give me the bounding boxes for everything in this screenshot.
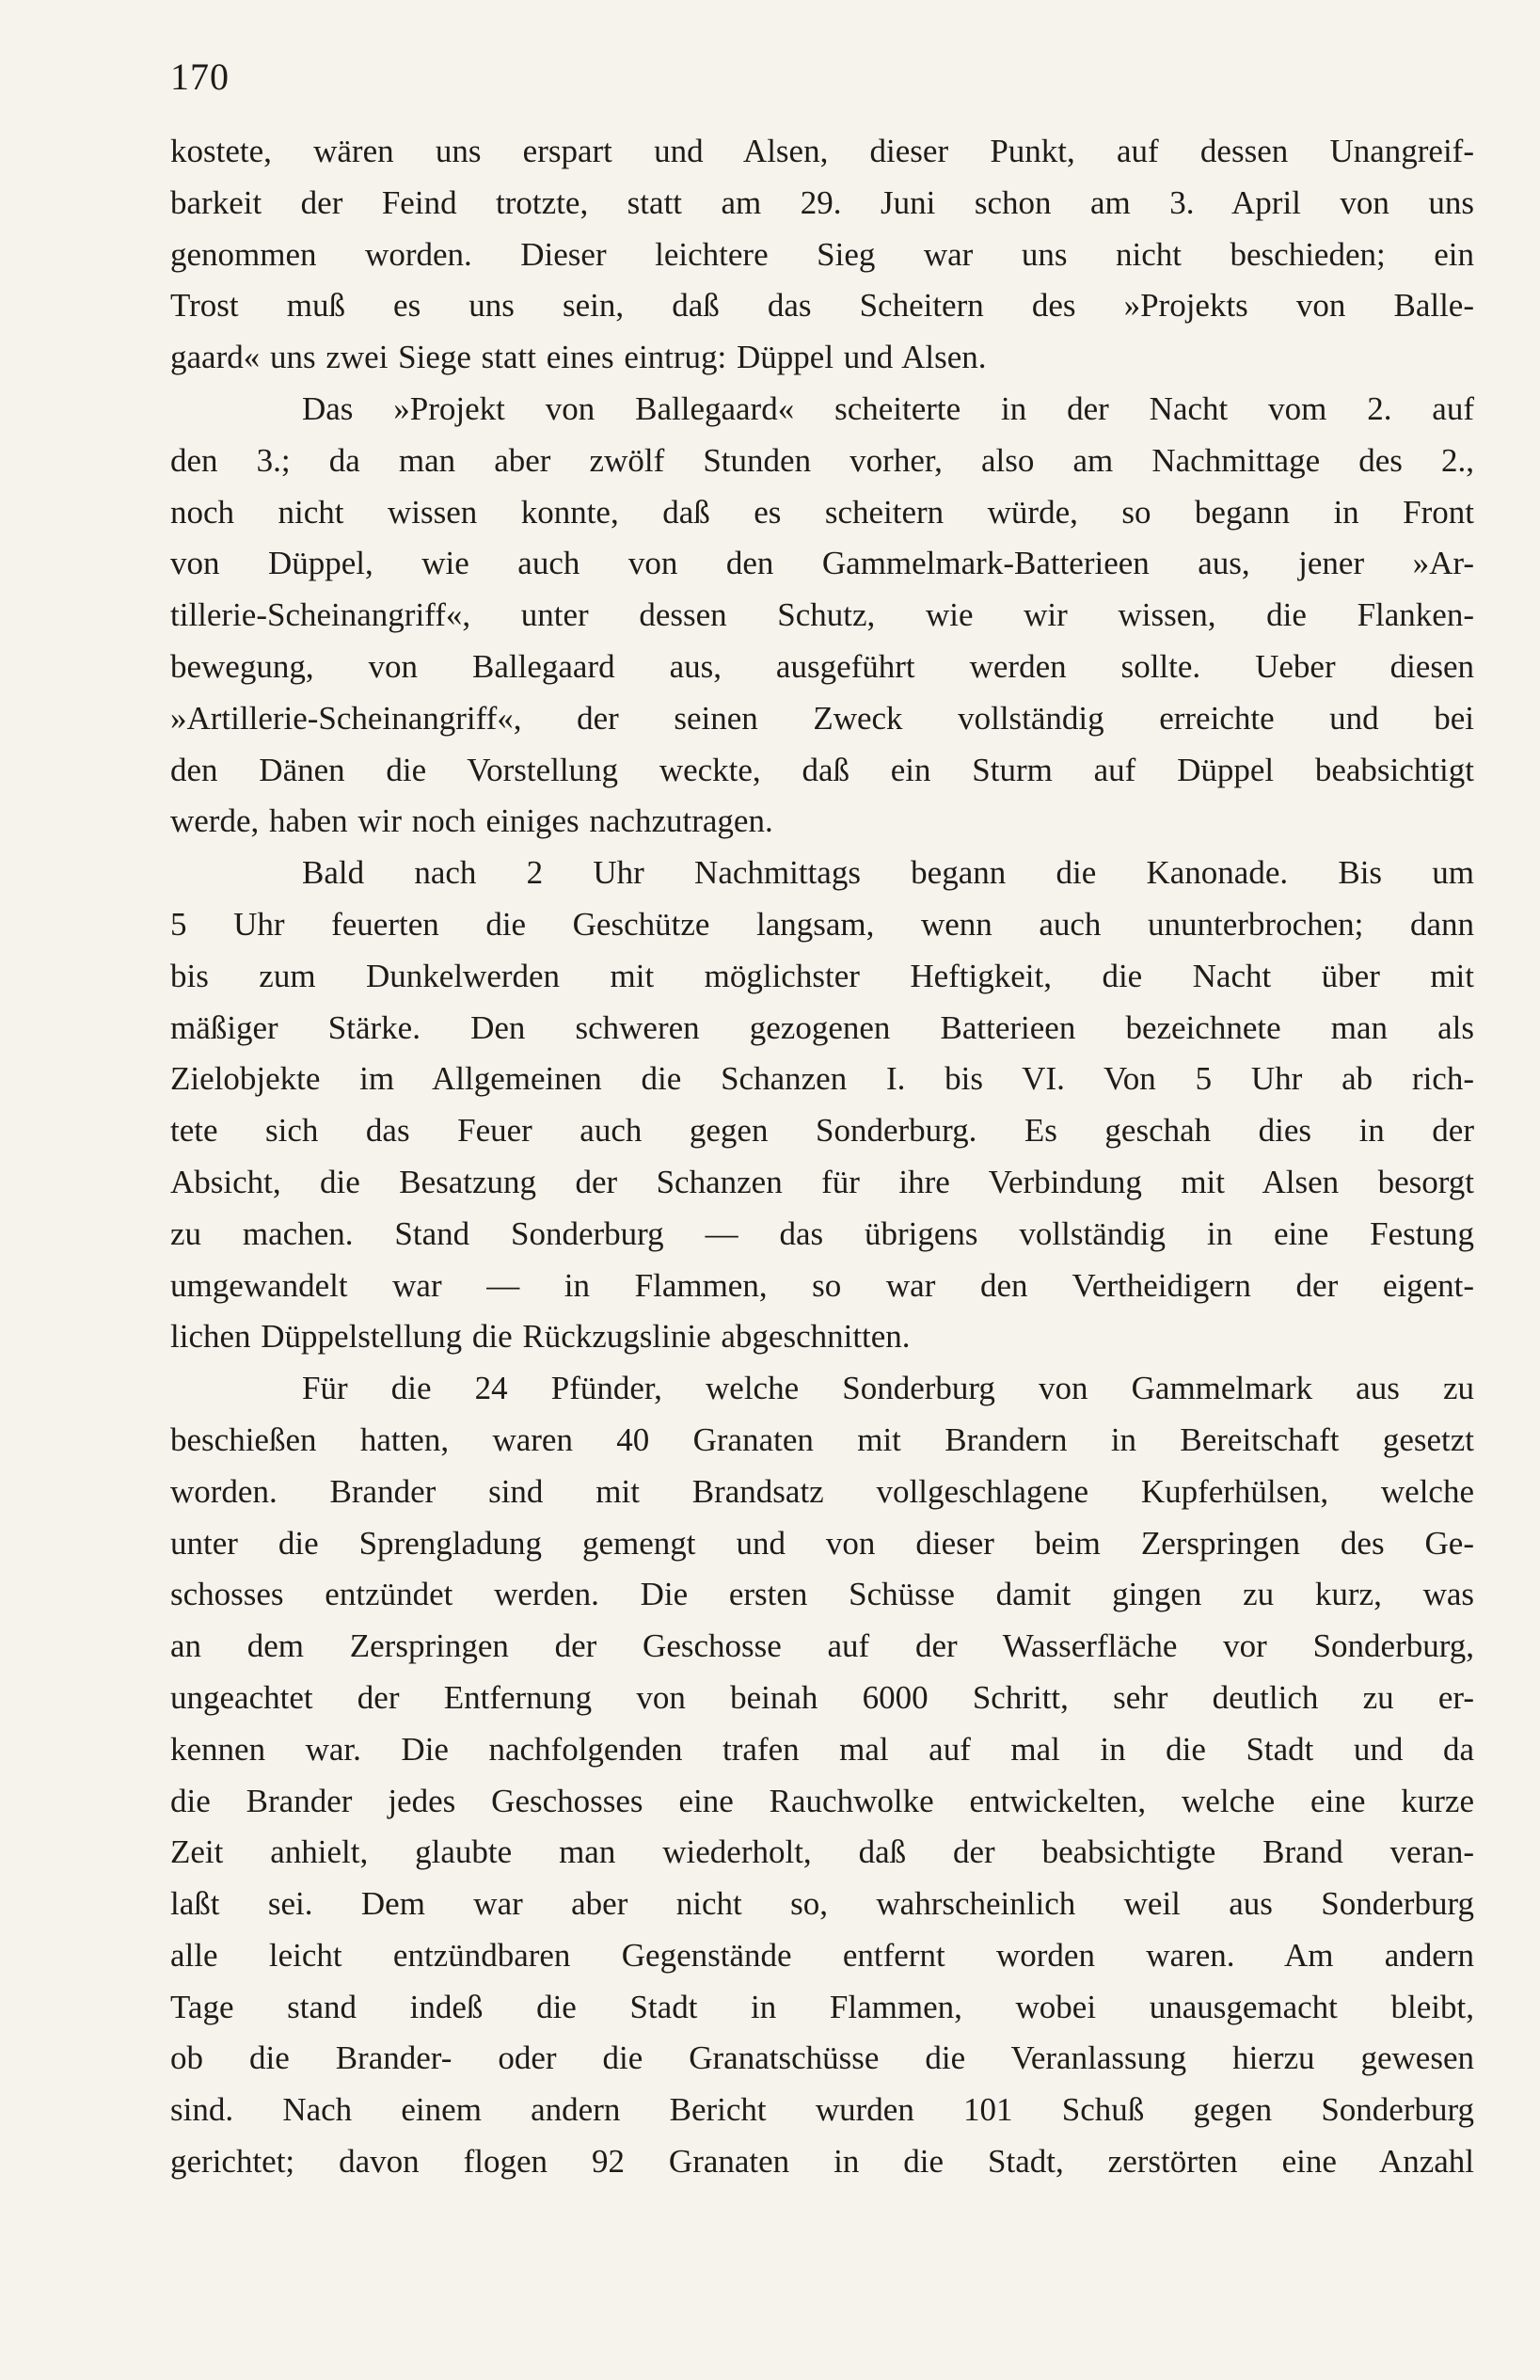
text-line: kennen war. Die nachfolgenden trafen mal auf mal in die Stadt und da xyxy=(170,1730,1474,1768)
text-line: Tage stand indeß die Stadt in Flammen, wobei unausgemacht bleibt, xyxy=(170,1988,1474,2025)
text-line: »Artillerie-Scheinangriff«, der seinen Zweck vollständig erreichte und bei xyxy=(170,699,1474,737)
text-line: Zeit anhielt, glaubte man wiederholt, daß der beabsichtigte Brand veran- xyxy=(170,1833,1474,1871)
text-line: schosses entzündet werden. Die ersten Schüsse damit gingen zu kurz, was xyxy=(170,1576,1474,1613)
text-line: ob die Brander- oder die Granatschüsse die Veranlassung hierzu gewesen xyxy=(170,2039,1474,2077)
text-line: Für die 24 Pfünder, welche Sonderburg von Gammelmark aus zu xyxy=(302,1370,1474,1407)
text-line: genommen worden. Dieser leichtere Sieg war uns nicht beschieden; ein xyxy=(170,235,1474,273)
text-line: gaard« uns zwei Siege statt eines eintrug: Düppel und Alsen. xyxy=(170,339,987,376)
text-line: laßt sei. Dem war aber nicht so, wahrscheinlich weil aus Sonderburg xyxy=(170,1885,1474,1923)
text-line: Bald nach 2 Uhr Nachmittags begann die Kanonade. Bis um xyxy=(302,854,1474,892)
text-line: unter die Sprengladung gemengt und von dieser beim Zerspringen des Ge- xyxy=(170,1524,1474,1562)
text-line: gerichtet; davon flogen 92 Granaten in die Stadt, zerstörten eine Anzahl xyxy=(170,2143,1474,2181)
text-line: umgewandelt war — in Flammen, so war den Vertheidigern der eigent- xyxy=(170,1266,1474,1304)
text-line: sind. Nach einem andern Bericht wurden 101 Schuß gegen Sonderburg xyxy=(170,2091,1474,2129)
text-line: kostete, wären uns erspart und Alsen, dieser Punkt, auf dessen Unangreif- xyxy=(170,133,1474,169)
text-line: den 3.; da man aber zwölf Stunden vorher, also am Nachmittage des 2., xyxy=(170,441,1474,479)
text-line: bis zum Dunkelwerden mit möglichster Heftigkeit, die Nacht über mit xyxy=(170,957,1474,994)
text-line: Das »Projekt von Ballegaard« scheiterte in der Nacht vom 2. auf xyxy=(302,389,1474,427)
text-line: alle leicht entzündbaren Gegenstände entfernt worden waren. Am andern xyxy=(170,1936,1474,1974)
text-line: werde, haben wir noch einiges nachzutragen. xyxy=(170,802,773,840)
body-text xyxy=(170,126,1474,2188)
page-number: 170 xyxy=(170,56,230,98)
text-line: tillerie-Scheinangriff«, unter dessen Schutz, wie wir wissen, die Flanken- xyxy=(170,596,1474,634)
text-line: Absicht, die Besatzung der Schanzen für ihre Verbindung mit Alsen besorgt xyxy=(170,1163,1474,1200)
text-line: zu machen. Stand Sonderburg — das übrigens vollständig in eine Festung xyxy=(170,1214,1474,1252)
text-line: bewegung, von Ballegaard aus, ausgeführt werden sollte. Ueber diesen xyxy=(170,647,1474,685)
text-line: 5 Uhr feuerten die Geschütze langsam, wenn auch ununterbrochen; dann xyxy=(170,905,1474,943)
text-line: den Dänen die Vorstellung weckte, daß ein Sturm auf Düppel beabsichtigt xyxy=(170,751,1474,788)
text-line: die Brander jedes Geschosses eine Rauchwolke entwickelten, welche eine kurze xyxy=(170,1782,1474,1819)
text-line: worden. Brander sind mit Brandsatz vollgeschlagene Kupferhülsen, welche xyxy=(170,1472,1474,1510)
text-line: lichen Düppelstellung die Rückzugslinie abgeschnitten. xyxy=(170,1318,911,1356)
text-line: beschießen hatten, waren 40 Granaten mit Brandern in Bereitschaft gesetzt xyxy=(170,1420,1474,1458)
text-line: mäßiger Stärke. Den schweren gezogenen Batterieen bezeichnete man als xyxy=(170,1008,1474,1046)
text-line: noch nicht wissen konnte, daß es scheitern würde, so begann in Front xyxy=(170,493,1474,531)
text-line: von Düppel, wie auch von den Gammelmark-Batterieen aus, jener »Ar- xyxy=(170,545,1474,582)
text-line: barkeit der Feind trotzte, statt am 29. Juni schon am 3. April von uns xyxy=(170,183,1474,221)
text-line: Trost muß es uns sein, daß das Scheitern des »Projekts von Balle- xyxy=(170,287,1474,325)
text-line: an dem Zerspringen der Geschosse auf der Wasserfläche vor Sonderburg, xyxy=(170,1627,1474,1665)
text-line: Zielobjekte im Allgemeinen die Schanzen I. bis VI. Von 5 Uhr ab rich- xyxy=(170,1060,1474,1098)
text-line: ungeachtet der Entfernung von beinah 6000 Schritt, sehr deutlich zu er- xyxy=(170,1678,1474,1716)
text-line: tete sich das Feuer auch gegen Sonderburg. Es geschah dies in der xyxy=(170,1112,1474,1150)
